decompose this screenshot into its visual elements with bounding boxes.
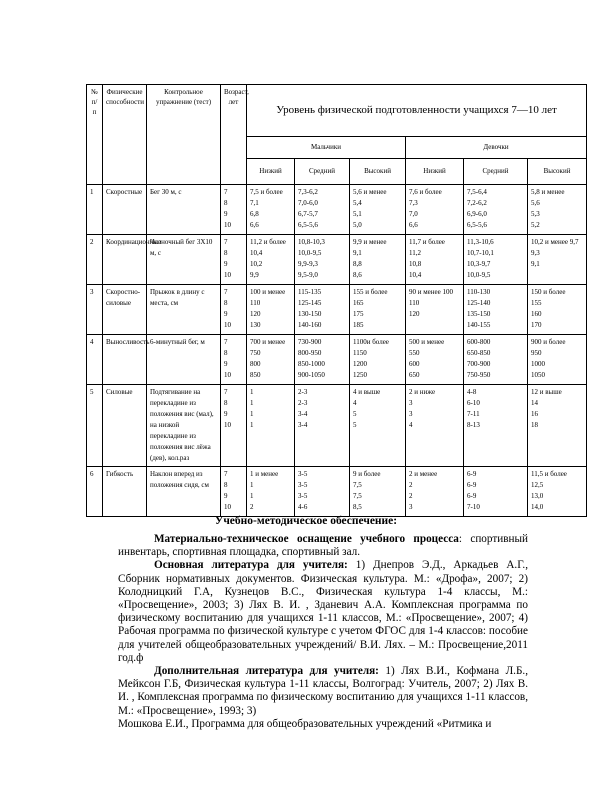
cell-num: 4 xyxy=(87,335,103,385)
cell-girls-low: 7,6 и более 7,3 7,0 6,6 xyxy=(406,185,464,235)
cell-ability: Координационные xyxy=(103,235,147,285)
main-literature-text: 1) Днепров Э.Д., Аркадьев А.Г., Сборник нормативных документов. Физическая культура. М.: «Дрофа», 2007; 2) Колодницкий Г.А, Кузнецов В.С., Физическая культура 1-4 классы, М.: «Просвещение», 2003; 3) Лях В. И. , Зданевич А.А. Комплексная программа по физическому воспитанию для учащихся 1-11 классов, М.: «Просвещение», 2007; 4) Рабочая программа по физической культуре с учетом ФГОС для 1-4 классов: пособие для учителей общеобразовательных учреждений/ В.И. Лях. – М.: Просвещение,2011 год.ф xyxy=(118,559,528,664)
cell-boys-high: 9,9 и менее 9,1 8,8 8,6 xyxy=(350,235,406,285)
cell-boys-low: 700 и менее 750 800 850 xyxy=(247,335,295,385)
cell-boys-high: 1100и более 1150 1200 1250 xyxy=(350,335,406,385)
cell-boys-low: 100 и менее 110 120 130 xyxy=(247,285,295,335)
cell-boys-low: 11,2 и более 10,4 10,2 9,9 xyxy=(247,235,295,285)
header-girls-low: Низкий xyxy=(406,159,464,185)
paragraph-continuation: Мошкова Е.И., Программа для общеобразовательных учреждений «Ритмика и xyxy=(118,717,492,730)
cell-girls-mid: 6-9 6-9 6-9 7-10 xyxy=(464,467,528,517)
cell-girls-high: 12 и выше 14 16 18 xyxy=(528,385,587,467)
table-row xyxy=(87,335,587,385)
cell-ages: 7 8 9 10 xyxy=(221,185,247,235)
main-literature-heading: Основная литература для учителя: xyxy=(154,559,348,572)
header-girls-mid: Средний xyxy=(464,159,528,185)
cell-num: 3 xyxy=(87,285,103,335)
header-boys: Мальчики xyxy=(247,137,406,159)
header-boys-low: Низкий xyxy=(247,159,295,185)
cell-ability: Выносливость xyxy=(103,335,147,385)
header-girls: Девочки xyxy=(406,137,587,159)
cell-ages: 7 8 9 10 xyxy=(221,385,247,467)
cell-girls-mid: 7,5-6,4 7,2-6,2 6,9-6,0 6,5-5,6 xyxy=(464,185,528,235)
cell-girls-mid: 4-8 6-10 7-11 8-13 xyxy=(464,385,528,467)
cell-girls-high: 11,5 и более 12,5 13,0 14,0 xyxy=(528,467,587,517)
table-row xyxy=(87,185,587,235)
cell-boys-mid: 10,8-10,3 10,0-9,5 9,9-9,3 9,5-9,0 xyxy=(295,235,350,285)
cell-girls-low: 2 и менее 2 2 3 xyxy=(406,467,464,517)
cell-girls-low: 11,7 и более 11,2 10,8 10,4 xyxy=(406,235,464,285)
paragraph-main-literature xyxy=(118,559,528,665)
cell-boys-mid: 115-135 125-145 130-150 140-160 xyxy=(295,285,350,335)
paragraph-equipment xyxy=(118,533,528,559)
cell-girls-low: 2 и ниже 3 3 4 xyxy=(406,385,464,467)
cell-ability: Силовые xyxy=(103,385,147,467)
fitness-table-wrapper xyxy=(86,84,586,517)
cell-boys-low: 1 1 1 1 xyxy=(247,385,295,467)
cell-boys-high: 9 и более 7,5 7,5 8,5 xyxy=(350,467,406,517)
cell-girls-mid: 600-800 650-850 700-900 750-950 xyxy=(464,335,528,385)
cell-boys-low: 1 и менее 1 1 2 xyxy=(247,467,295,517)
cell-num: 5 xyxy=(87,385,103,467)
header-ability: Физические способности xyxy=(103,85,147,185)
cell-girls-high: 900 и более 950 1000 1050 xyxy=(528,335,587,385)
cell-test: Наклон вперед из положения сидя, см xyxy=(147,467,221,517)
cell-ages: 7 8 9 10 xyxy=(221,335,247,385)
extra-literature-text: 1) Лях В.И., Кофмана Л.Б., Мейксон Г.Б, Физическая культура 1-11 классы, Волгоград: Учитель, 2007; 2) Лях В. И. , Комплексная программа по физическому воспитанию для учащихся 1-11 классов, М.: «Просвещение», 1993; 3) xyxy=(118,665,528,717)
cell-test: Бег 30 м, с xyxy=(147,185,221,235)
cell-boys-mid: 730-900 800-950 850-1000 900-1050 xyxy=(295,335,350,385)
header-test: Контрольное упражнение (тест) xyxy=(147,85,221,185)
section-title: Учебно-методическое обеспечение: xyxy=(214,515,398,527)
cell-test: Прыжок в длину с места, см xyxy=(147,285,221,335)
cell-girls-high: 150 и более 155 160 170 xyxy=(528,285,587,335)
cell-ages: 7 8 9 10 xyxy=(221,285,247,335)
cell-num: 6 xyxy=(87,467,103,517)
header-girls-high: Высокий xyxy=(528,159,587,185)
cell-ages: 7 8 9 10 xyxy=(221,467,247,517)
fitness-table xyxy=(86,84,587,517)
header-boys-high: Высокий xyxy=(350,159,406,185)
cell-girls-low: 90 и менее 100 110 120 xyxy=(406,285,464,335)
cell-test: Челночный бег 3X10 м, с xyxy=(147,235,221,285)
cell-test: Подтягивание на перекладине из положения вис (мал), на низкой перекладине из положения вис лёжа (дев), кол.раз xyxy=(147,385,221,467)
cell-test: 6-минутный бег, м xyxy=(147,335,221,385)
cell-girls-high: 5,8 и менее 5,6 5,3 5,2 xyxy=(528,185,587,235)
table-row xyxy=(87,467,587,517)
header-age: Возраст, лет xyxy=(221,85,247,185)
cell-ability: Скоростно-силовые xyxy=(103,285,147,335)
cell-girls-mid: 11,3-10,6 10,7-10,1 10,3-9,7 10,0-9,5 xyxy=(464,235,528,285)
cell-girls-high: 10,2 и менее 9,7 9,3 9,1 xyxy=(528,235,587,285)
document-body xyxy=(118,533,528,731)
header-boys-mid: Средний xyxy=(295,159,350,185)
cell-ability: Скоростные xyxy=(103,185,147,235)
cell-num: 1 xyxy=(87,185,103,235)
cell-boys-high: 5,6 и менее 5,4 5,1 5,0 xyxy=(350,185,406,235)
extra-literature-heading: Дополнительная литература для учителя: xyxy=(154,665,379,678)
table-row xyxy=(87,285,587,335)
cell-boys-mid: 3-5 3-5 3-5 4-6 xyxy=(295,467,350,517)
cell-boys-low: 7,5 и более 7,1 6,8 6,6 xyxy=(247,185,295,235)
cell-girls-low: 500 и менее 550 600 650 xyxy=(406,335,464,385)
header-level: Уровень физической подготовленности учащихся 7—10 лет xyxy=(247,85,587,137)
cell-girls-mid: 110-130 125-140 135-150 140-155 xyxy=(464,285,528,335)
header-num: № п/п xyxy=(87,85,103,185)
cell-ability: Гибкость xyxy=(103,467,147,517)
cell-boys-high: 4 и выше 4 5 5 xyxy=(350,385,406,467)
table-row xyxy=(87,385,587,467)
cell-boys-high: 155 и более 165 175 185 xyxy=(350,285,406,335)
cell-ages: 7 8 9 10 xyxy=(221,235,247,285)
cell-boys-mid: 7,3-6,2 7,0-6,0 6,7-5,7 6,5-5,6 xyxy=(295,185,350,235)
table-row xyxy=(87,235,587,285)
cell-num: 2 xyxy=(87,235,103,285)
cell-boys-mid: 2-3 2-3 3-4 3-4 xyxy=(295,385,350,467)
equipment-heading: Материально-техническое оснащение учебного процесса xyxy=(154,533,459,545)
equipment-text: : спортивный инвентарь, спортивная площадка, спортивный зал. xyxy=(118,533,528,559)
paragraph-extra-literature xyxy=(118,665,528,718)
